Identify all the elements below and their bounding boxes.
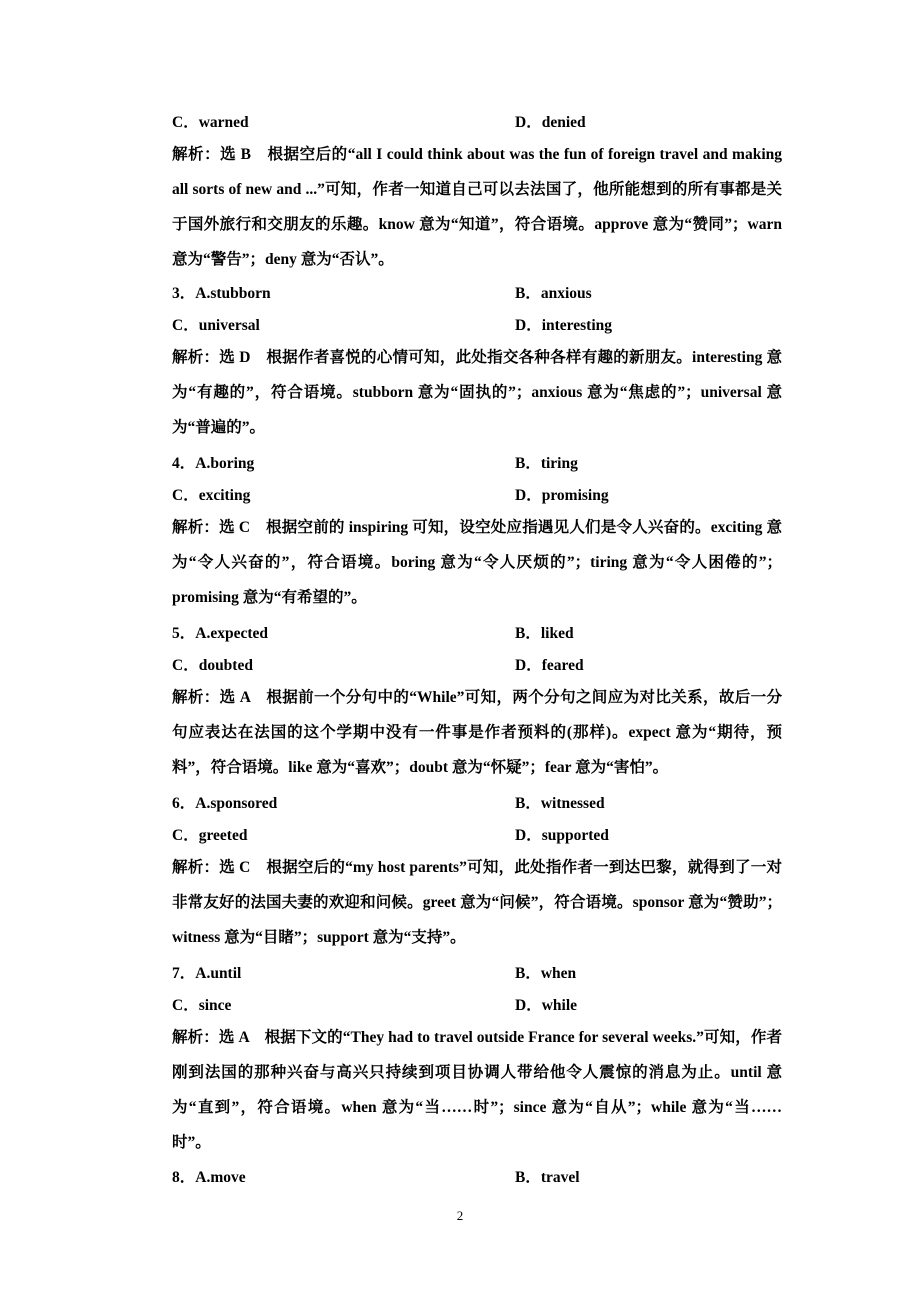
option-a: 3．A.stubborn xyxy=(172,285,271,302)
option-c: C．greeted xyxy=(172,827,248,844)
option-a: 6．A.sponsored xyxy=(172,795,278,812)
analysis-paragraph: 解析：选 C 根据空前的 inspiring 可知，设空处应指遇见人们是令人兴奋的。exciting 意为“令人兴奋的”，符合语境。boring 意为“令人厌烦的”；tiring 意为“令人困倦的”；promising 意为“有希望的”。 xyxy=(172,519,782,606)
option-a: 8．A.move xyxy=(172,1169,246,1186)
option-d: D．denied xyxy=(515,114,586,131)
option-b: B．tiring xyxy=(515,455,578,472)
option-b: B．liked xyxy=(515,625,574,642)
option-c: C．warned xyxy=(172,114,249,131)
option-a: 7．A.until xyxy=(172,965,242,982)
option-d: D．promising xyxy=(515,487,609,504)
option-a: 5．A.expected xyxy=(172,625,268,642)
option-b: B．anxious xyxy=(515,285,592,302)
option-b: B．when xyxy=(515,965,577,982)
analysis-paragraph: 解析：选 A 根据下文的“They had to travel outside France for several weeks.”可知，作者刚到法国的那种兴奋与高兴只持续到项目协调人带给他令人震惊的消息为止。until 意为“直到”，符合语境。when 意为“当……时”；since 意为“自从”；while 意为“当……时”。 xyxy=(172,1029,782,1151)
option-d: D．feared xyxy=(515,657,584,674)
page-number: 2 xyxy=(456,1208,464,1223)
option-c: C．since xyxy=(172,997,232,1014)
option-c: C．doubted xyxy=(172,657,253,674)
option-c: C．exciting xyxy=(172,487,251,504)
option-b: B．travel xyxy=(515,1169,580,1186)
analysis-paragraph: 解析：选 C 根据空后的“my host parents”可知，此处指作者一到达巴黎，就得到了一对非常友好的法国夫妻的欢迎和问候。greet 意为“问候”，符合语境。sponsor 意为“赞助”；witness 意为“目睹”；support 意为“支持”。 xyxy=(172,859,782,946)
option-c: C．universal xyxy=(172,317,260,334)
option-b: B．witnessed xyxy=(515,795,605,812)
option-a: 4．A.boring xyxy=(172,455,255,472)
analysis-paragraph: 解析：选 B 根据空后的“all I could think about was the fun of foreign travel and making all sorts of new and ...”可知，作者一知道自己可以去法国了，他所能想到的所有事都是关于国外旅行和交朋友的乐趣。know 意为“知道”，符合语境。approve 意为“赞同”；warn 意为“警告”；deny 意为“否认”。 xyxy=(172,146,782,268)
option-d: D．while xyxy=(515,997,578,1014)
analysis-paragraph: 解析：选 A 根据前一个分句中的“While”可知，两个分句之间应为对比关系，故后一分句应表达在法国的这个学期中没有一件事是作者预料的(那样)。expect 意为“期待，预料”，符合语境。like 意为“喜欢”；doubt 意为“怀疑”；fear 意为“害怕”。 xyxy=(172,689,782,776)
analysis-paragraph: 解析：选 D 根据作者喜悦的心情可知，此处指交各种各样有趣的新朋友。interesting 意为“有趣的”，符合语境。stubborn 意为“固执的”；anxious 意为“焦虑的”；universal 意为“普遍的”。 xyxy=(172,349,782,436)
option-d: D．supported xyxy=(515,827,609,844)
option-d: D．interesting xyxy=(515,317,613,334)
